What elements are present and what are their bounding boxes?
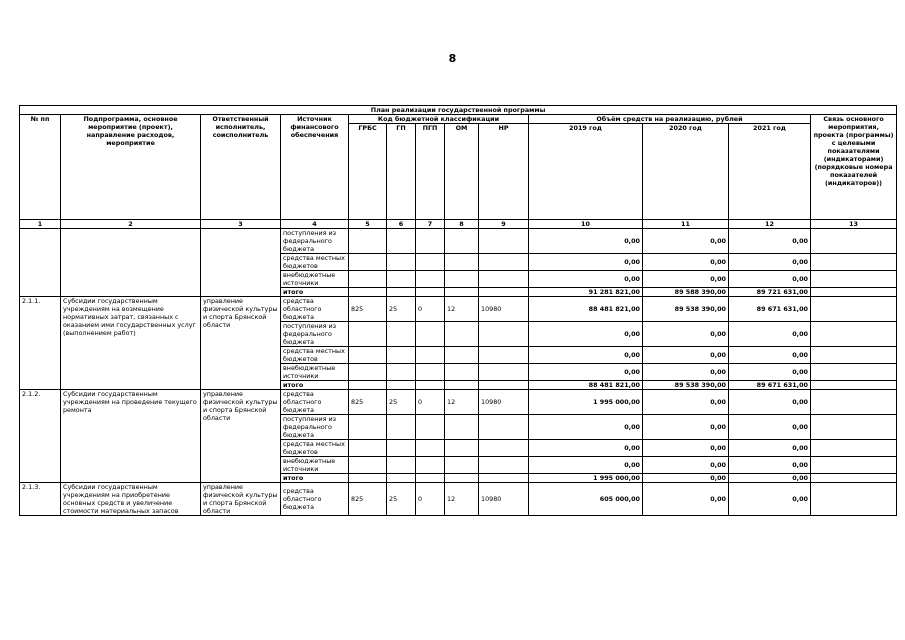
code-grbs: 825 <box>349 297 387 322</box>
num-cell <box>20 229 61 297</box>
header-nr: НР <box>479 124 529 220</box>
header-pgp: ПГП <box>416 124 445 220</box>
header-volume: Объём средств на реализацию, рублей <box>529 115 811 124</box>
amount-cell: 0,00 <box>529 457 643 474</box>
amount-cell: 1 995 000,00 <box>529 390 643 415</box>
link-cell <box>811 347 897 364</box>
column-number: 2 <box>61 220 201 229</box>
source-cell: поступления из федерального бюджета <box>281 322 349 347</box>
column-number: 11 <box>643 220 729 229</box>
header-link: Связь основного мероприятия, проекта (программы) с целевыми показателями (индикаторами) (порядковые номера показателей (индикаторов)) <box>811 115 897 220</box>
amount-cell: 0,00 <box>643 271 729 288</box>
amount-cell: 0,00 <box>643 390 729 415</box>
column-number: 6 <box>387 220 416 229</box>
header-source: Источник финансового обеспечения <box>281 115 349 220</box>
code-nr: 10980 <box>479 483 529 516</box>
num-cell: 2.1.2. <box>20 390 61 483</box>
amount-cell: 0,00 <box>529 254 643 271</box>
code-gp: 25 <box>387 390 416 415</box>
column-number: 3 <box>201 220 281 229</box>
source-cell: средства местных бюджетов <box>281 347 349 364</box>
page-number: 8 <box>448 52 457 65</box>
link-cell <box>811 440 897 457</box>
code-cell <box>387 254 416 271</box>
code-cell <box>387 474 416 483</box>
subprogram-cell: Субсидии государственным учреждениям на проведение текущего ремонта <box>61 390 201 483</box>
num-cell: 2.1.3. <box>20 483 61 516</box>
source-cell: итого <box>281 381 349 390</box>
amount-cell: 0,00 <box>643 474 729 483</box>
code-cell <box>416 457 445 474</box>
amount-cell: 0,00 <box>529 347 643 364</box>
code-cell <box>416 364 445 381</box>
code-cell <box>349 271 387 288</box>
code-cell <box>445 415 479 440</box>
code-cell <box>349 440 387 457</box>
header-om: ОМ <box>445 124 479 220</box>
amount-cell: 88 481 821,00 <box>529 381 643 390</box>
responsible-cell: управление физической культуры и спорта Брянской области <box>201 483 281 516</box>
link-cell <box>811 474 897 483</box>
source-cell: средства местных бюджетов <box>281 440 349 457</box>
code-om: 12 <box>445 483 479 516</box>
code-nr: 10980 <box>479 297 529 322</box>
table-title-row <box>20 106 897 115</box>
amount-cell: 0,00 <box>729 474 811 483</box>
link-cell <box>811 254 897 271</box>
header-num: № пп <box>20 115 61 220</box>
code-pgp: 0 <box>416 297 445 322</box>
link-cell <box>811 271 897 288</box>
code-cell <box>416 415 445 440</box>
amount-cell: 0,00 <box>529 229 643 254</box>
column-number: 7 <box>416 220 445 229</box>
source-cell: средства областного бюджета <box>281 390 349 415</box>
code-cell <box>479 364 529 381</box>
code-cell <box>349 474 387 483</box>
header-2021: 2021 год <box>729 124 811 220</box>
amount-cell: 0,00 <box>643 347 729 364</box>
amount-cell: 89 671 631,00 <box>729 381 811 390</box>
code-cell <box>387 457 416 474</box>
code-cell <box>445 254 479 271</box>
amount-cell: 0,00 <box>729 415 811 440</box>
amount-cell: 0,00 <box>729 229 811 254</box>
responsible-cell: управление физической культуры и спорта Брянской области <box>201 297 281 390</box>
amount-cell: 0,00 <box>529 271 643 288</box>
code-cell <box>416 381 445 390</box>
link-cell <box>811 364 897 381</box>
amount-cell: 0,00 <box>529 440 643 457</box>
amount-cell: 0,00 <box>643 229 729 254</box>
code-cell <box>416 288 445 297</box>
code-cell <box>479 254 529 271</box>
column-number: 8 <box>445 220 479 229</box>
subprogram-cell: Субсидии государственным учреждениям на приобретение основных средств и увеличение стоимости материальных запасов <box>61 483 201 516</box>
amount-cell: 0,00 <box>643 483 729 516</box>
amount-cell: 91 281 821,00 <box>529 288 643 297</box>
column-number: 4 <box>281 220 349 229</box>
column-number-row <box>20 220 897 229</box>
amount-cell: 0,00 <box>643 364 729 381</box>
code-pgp: 0 <box>416 390 445 415</box>
link-cell <box>811 381 897 390</box>
amount-cell: 0,00 <box>729 364 811 381</box>
code-cell <box>479 288 529 297</box>
column-number: 10 <box>529 220 643 229</box>
code-cell <box>416 271 445 288</box>
code-cell <box>387 322 416 347</box>
table-row <box>20 483 897 516</box>
code-cell <box>445 474 479 483</box>
code-cell <box>479 415 529 440</box>
source-cell: внебюджетные источники <box>281 364 349 381</box>
code-nr: 10980 <box>479 390 529 415</box>
code-cell <box>479 271 529 288</box>
amount-cell: 88 481 821,00 <box>529 297 643 322</box>
header-grbs: ГРБС <box>349 124 387 220</box>
code-cell <box>479 457 529 474</box>
code-cell <box>387 229 416 254</box>
column-number: 13 <box>811 220 897 229</box>
table-row <box>20 297 897 322</box>
code-cell <box>445 271 479 288</box>
program-plan-table <box>19 105 897 516</box>
code-cell <box>416 347 445 364</box>
code-cell <box>416 322 445 347</box>
code-cell <box>445 457 479 474</box>
code-cell <box>349 415 387 440</box>
source-cell: средства областного бюджета <box>281 483 349 516</box>
header-budget-code: Код бюджетной классификации <box>349 115 529 124</box>
code-cell <box>387 381 416 390</box>
code-cell <box>445 229 479 254</box>
amount-cell: 0,00 <box>643 457 729 474</box>
source-cell: средства местных бюджетов <box>281 254 349 271</box>
code-cell <box>445 381 479 390</box>
header-2019: 2019 год <box>529 124 643 220</box>
amount-cell: 0,00 <box>729 440 811 457</box>
code-cell <box>479 474 529 483</box>
amount-cell: 0,00 <box>529 322 643 347</box>
code-cell <box>349 381 387 390</box>
code-cell <box>479 229 529 254</box>
code-gp: 25 <box>387 483 416 516</box>
amount-cell: 89 588 390,00 <box>643 288 729 297</box>
code-cell <box>387 440 416 457</box>
subprogram-cell <box>61 229 201 297</box>
code-pgp: 0 <box>416 483 445 516</box>
column-number: 1 <box>20 220 61 229</box>
header-2020: 2020 год <box>643 124 729 220</box>
code-cell <box>416 440 445 457</box>
code-cell <box>479 440 529 457</box>
code-cell <box>349 254 387 271</box>
amount-cell: 0,00 <box>529 415 643 440</box>
table-row <box>20 229 897 254</box>
code-cell <box>445 347 479 364</box>
code-om: 12 <box>445 390 479 415</box>
header-responsible: Ответственный исполнитель, соисполнитель <box>201 115 281 220</box>
code-cell <box>387 288 416 297</box>
source-cell: внебюджетные источники <box>281 457 349 474</box>
amount-cell: 89 538 390,00 <box>643 297 729 322</box>
code-cell <box>387 364 416 381</box>
source-cell: итого <box>281 288 349 297</box>
code-grbs: 825 <box>349 483 387 516</box>
code-cell <box>349 322 387 347</box>
code-cell <box>416 229 445 254</box>
code-cell <box>479 347 529 364</box>
source-cell: поступления из федерального бюджета <box>281 229 349 254</box>
code-cell <box>387 271 416 288</box>
code-cell <box>416 474 445 483</box>
code-cell <box>349 457 387 474</box>
amount-cell: 0,00 <box>529 364 643 381</box>
link-cell <box>811 288 897 297</box>
amount-cell: 89 671 631,00 <box>729 297 811 322</box>
amount-cell: 1 995 000,00 <box>529 474 643 483</box>
header-gp: ГП <box>387 124 416 220</box>
link-cell <box>811 390 897 415</box>
code-cell <box>349 364 387 381</box>
column-number: 5 <box>349 220 387 229</box>
code-gp: 25 <box>387 297 416 322</box>
code-cell <box>445 364 479 381</box>
responsible-cell <box>201 229 281 297</box>
source-cell: средства областного бюджета <box>281 297 349 322</box>
code-cell <box>445 288 479 297</box>
link-cell <box>811 229 897 254</box>
link-cell <box>811 483 897 516</box>
header-subprogram: Подпрограмма, основное мероприятие (проект), направление расходов, мероприятие <box>61 115 201 220</box>
code-cell <box>479 381 529 390</box>
code-cell <box>479 322 529 347</box>
amount-cell: 0,00 <box>729 390 811 415</box>
link-cell <box>811 322 897 347</box>
column-number: 9 <box>479 220 529 229</box>
num-cell: 2.1.1. <box>20 297 61 390</box>
amount-cell: 0,00 <box>643 322 729 347</box>
table-title: План реализации государственной программы <box>20 106 897 115</box>
code-cell <box>387 347 416 364</box>
subprogram-cell: Субсидии государственным учреждениям на возмещение нормативных затрат, связанных с оказанием ими государственных услуг (выполнением работ) <box>61 297 201 390</box>
link-cell <box>811 457 897 474</box>
code-cell <box>349 288 387 297</box>
table-row <box>20 390 897 415</box>
code-cell <box>387 415 416 440</box>
amount-cell: 0,00 <box>729 254 811 271</box>
code-cell <box>349 229 387 254</box>
link-cell <box>811 297 897 322</box>
amount-cell: 0,00 <box>643 440 729 457</box>
code-cell <box>445 322 479 347</box>
responsible-cell: управление физической культуры и спорта Брянской области <box>201 390 281 483</box>
amount-cell: 0,00 <box>643 254 729 271</box>
amount-cell: 0,00 <box>643 415 729 440</box>
amount-cell: 89 538 390,00 <box>643 381 729 390</box>
amount-cell: 0,00 <box>729 483 811 516</box>
source-cell: поступления из федерального бюджета <box>281 415 349 440</box>
amount-cell: 0,00 <box>729 271 811 288</box>
column-number: 12 <box>729 220 811 229</box>
link-cell <box>811 415 897 440</box>
source-cell: внебюджетные источники <box>281 271 349 288</box>
code-grbs: 825 <box>349 390 387 415</box>
amount-cell: 89 721 631,00 <box>729 288 811 297</box>
amount-cell: 0,00 <box>729 322 811 347</box>
amount-cell: 605 000,00 <box>529 483 643 516</box>
source-cell: итого <box>281 474 349 483</box>
code-om: 12 <box>445 297 479 322</box>
header-row-1 <box>20 115 897 124</box>
code-cell <box>349 347 387 364</box>
code-cell <box>445 440 479 457</box>
code-cell <box>416 254 445 271</box>
amount-cell: 0,00 <box>729 457 811 474</box>
amount-cell: 0,00 <box>729 347 811 364</box>
